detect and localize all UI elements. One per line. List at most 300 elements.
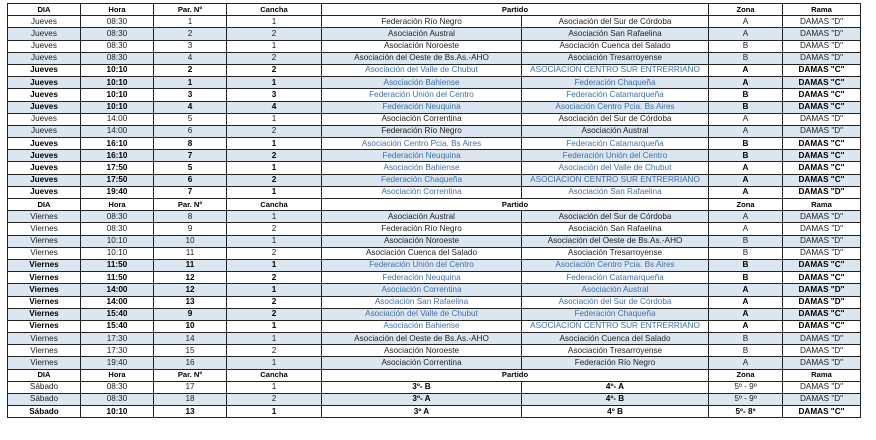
- cell-par: 9: [154, 223, 227, 235]
- cell-par: 2: [154, 28, 227, 40]
- cell-team-2: Asociación Centro Pcia. Bs Aires: [522, 101, 709, 113]
- cell-par: 6: [154, 174, 227, 186]
- cell-cancha: 1: [227, 235, 322, 247]
- cell-zona: A: [709, 113, 783, 125]
- cell-hora: 15:40: [81, 320, 154, 332]
- cell-zona: A: [709, 162, 783, 174]
- cell-par: 18: [154, 394, 227, 406]
- cell-team-2: ASOCIACION CENTRO SUR ENTRERRIANO: [522, 64, 709, 76]
- cell-zona: A: [709, 320, 783, 332]
- table-row: [8, 381, 861, 393]
- header-hora: Hora: [81, 199, 154, 211]
- table-row: [8, 345, 861, 357]
- table-row: [8, 406, 861, 418]
- cell-cancha: 1: [227, 320, 322, 332]
- cell-dia: Jueves: [8, 186, 81, 198]
- cell-hora: 08:30: [81, 28, 154, 40]
- table-row: [8, 101, 861, 113]
- cell-team-2: Asociación del Oeste de Bs.As.-AHO: [522, 235, 709, 247]
- cell-zona: A: [709, 186, 783, 198]
- table-row: [8, 150, 861, 162]
- table-row: [8, 357, 861, 369]
- cell-rama: DAMAS "D": [783, 284, 861, 296]
- cell-zona: B: [709, 89, 783, 101]
- cell-hora: 08:30: [81, 16, 154, 28]
- cell-rama: DAMAS "C": [783, 406, 861, 418]
- table-row: [8, 138, 861, 150]
- header-partido: Partido: [322, 369, 709, 381]
- cell-team-1: Asociación Austral: [322, 211, 522, 223]
- cell-zona: 5º- 8º: [709, 406, 783, 418]
- cell-cancha: 1: [227, 77, 322, 89]
- cell-rama: DAMAS "D": [783, 125, 861, 137]
- header-zona: Zona: [709, 4, 783, 16]
- cell-rama: DAMAS "D": [783, 186, 861, 198]
- cell-hora: 14:00: [81, 296, 154, 308]
- header-cancha: Cancha: [227, 4, 322, 16]
- cell-hora: 17:50: [81, 174, 154, 186]
- cell-zona: B: [709, 40, 783, 52]
- table-row: [8, 259, 861, 271]
- cell-team-1: Asociación del Oeste de Bs.As.-AHO: [322, 52, 522, 64]
- cell-par: 2: [154, 64, 227, 76]
- cell-cancha: 1: [227, 186, 322, 198]
- cell-zona: B: [709, 333, 783, 345]
- cell-zona: B: [709, 272, 783, 284]
- cell-dia: Sábado: [8, 394, 81, 406]
- cell-team-2: Asociación Austral: [522, 125, 709, 137]
- cell-team-2: Federación Chaqueña: [522, 308, 709, 320]
- cell-par: 7: [154, 186, 227, 198]
- header-partido: Partido: [322, 4, 709, 16]
- header-dia: DIA: [8, 369, 81, 381]
- cell-hora: 10:10: [81, 247, 154, 259]
- cell-team-1: Federación Río Negro: [322, 125, 522, 137]
- cell-hora: 10:10: [81, 101, 154, 113]
- cell-team-1: Asociación Bahiense: [322, 320, 522, 332]
- cell-rama: DAMAS "D": [783, 223, 861, 235]
- cell-par: 1: [154, 77, 227, 89]
- table-row: [8, 125, 861, 137]
- cell-dia: Sábado: [8, 406, 81, 418]
- cell-hora: 16:10: [81, 138, 154, 150]
- cell-rama: DAMAS "C": [783, 320, 861, 332]
- header-par: Par. Nº: [154, 369, 227, 381]
- header-rama: Rama: [783, 4, 861, 16]
- cell-zona: A: [709, 223, 783, 235]
- schedule-document: [7, 3, 867, 418]
- cell-zona: A: [709, 64, 783, 76]
- header-cancha: Cancha: [227, 199, 322, 211]
- cell-rama: DAMAS "C": [783, 64, 861, 76]
- cell-rama: DAMAS "D": [783, 28, 861, 40]
- cell-zona: A: [709, 357, 783, 369]
- table-row: [8, 320, 861, 332]
- cell-dia: Jueves: [8, 28, 81, 40]
- cell-dia: Jueves: [8, 162, 81, 174]
- cell-dia: Sábado: [8, 381, 81, 393]
- cell-team-2: Federación Río Negro: [522, 357, 709, 369]
- cell-rama: DAMAS "D": [783, 296, 861, 308]
- cell-dia: Jueves: [8, 174, 81, 186]
- cell-team-2: Federación Catamarqueña: [522, 138, 709, 150]
- cell-cancha: 1: [227, 138, 322, 150]
- cell-hora: 08:30: [81, 40, 154, 52]
- cell-cancha: 2: [227, 174, 322, 186]
- table-row: [8, 89, 861, 101]
- header-rama: Rama: [783, 369, 861, 381]
- cell-cancha: 2: [227, 296, 322, 308]
- cell-dia: Jueves: [8, 150, 81, 162]
- cell-cancha: 2: [227, 394, 322, 406]
- cell-team-1: 3º- A: [322, 394, 522, 406]
- cell-cancha: 2: [227, 150, 322, 162]
- cell-dia: Jueves: [8, 52, 81, 64]
- cell-par: 15: [154, 345, 227, 357]
- table-row: [8, 16, 861, 28]
- cell-hora: 08:30: [81, 211, 154, 223]
- cell-zona: 5º - 9º: [709, 394, 783, 406]
- table-row: [8, 64, 861, 76]
- cell-par: 17: [154, 381, 227, 393]
- cell-dia: Jueves: [8, 113, 81, 125]
- cell-team-1: Asociación del Valle de Chubut: [322, 64, 522, 76]
- table-row: [8, 272, 861, 284]
- cell-team-2: Asociación Tresarroyense: [522, 52, 709, 64]
- header-partido: Partido: [322, 199, 709, 211]
- cell-team-2: Asociación Centro Pcia. Bs Aires: [522, 259, 709, 271]
- table-row: [8, 40, 861, 52]
- cell-dia: Viernes: [8, 247, 81, 259]
- cell-cancha: 2: [227, 308, 322, 320]
- cell-rama: DAMAS "C": [783, 259, 861, 271]
- cell-dia: Jueves: [8, 101, 81, 113]
- header-hora: Hora: [81, 4, 154, 16]
- cell-rama: DAMAS "C": [783, 150, 861, 162]
- cell-team-1: Federación Chaqueña: [322, 174, 522, 186]
- cell-dia: Viernes: [8, 223, 81, 235]
- cell-rama: DAMAS "C": [783, 101, 861, 113]
- cell-team-1: Asociación Correntina: [322, 113, 522, 125]
- cell-cancha: 1: [227, 211, 322, 223]
- cell-team-1: Asociación del Oeste de Bs.As.-AHO: [322, 333, 522, 345]
- cell-team-2: Federación Catamarqueña: [522, 89, 709, 101]
- table-row: [8, 333, 861, 345]
- cell-team-2: Asociación San Rafaelina: [522, 223, 709, 235]
- cell-par: 3: [154, 40, 227, 52]
- cell-hora: 08:30: [81, 394, 154, 406]
- cell-team-2: Asociación San Rafaelina: [522, 186, 709, 198]
- cell-team-1: Asociación Bahiense: [322, 162, 522, 174]
- cell-team-1: Asociación Correntina: [322, 186, 522, 198]
- cell-cancha: 2: [227, 223, 322, 235]
- cell-team-1: Asociación Austral: [322, 28, 522, 40]
- cell-team-1: Asociación Cuenca del Salado: [322, 247, 522, 259]
- cell-zona: A: [709, 77, 783, 89]
- table-row: [8, 28, 861, 40]
- cell-zona: B: [709, 345, 783, 357]
- cell-hora: 11:50: [81, 272, 154, 284]
- cell-cancha: 2: [227, 345, 322, 357]
- cell-cancha: 1: [227, 357, 322, 369]
- header-zona: Zona: [709, 369, 783, 381]
- cell-zona: A: [709, 28, 783, 40]
- cell-hora: 10:10: [81, 77, 154, 89]
- table-row: [8, 247, 861, 259]
- cell-hora: 10:10: [81, 64, 154, 76]
- header-hora: Hora: [81, 369, 154, 381]
- cell-cancha: 2: [227, 125, 322, 137]
- cell-dia: Jueves: [8, 77, 81, 89]
- cell-zona: A: [709, 296, 783, 308]
- cell-hora: 10:10: [81, 235, 154, 247]
- table-row: [8, 296, 861, 308]
- cell-team-2: Federación Catamarqueña: [522, 272, 709, 284]
- cell-rama: DAMAS "D": [783, 16, 861, 28]
- cell-par: 4: [154, 52, 227, 64]
- cell-rama: DAMAS "D": [783, 52, 861, 64]
- cell-team-2: Federación Chaqueña: [522, 77, 709, 89]
- cell-team-2: Asociación del Sur de Córdoba: [522, 113, 709, 125]
- cell-rama: DAMAS "C": [783, 174, 861, 186]
- cell-dia: Viernes: [8, 320, 81, 332]
- cell-team-1: Federación Unión del Centro: [322, 259, 522, 271]
- cell-team-2: 4º- A: [522, 381, 709, 393]
- cell-cancha: 3: [227, 89, 322, 101]
- cell-team-2: 4º- B: [522, 394, 709, 406]
- cell-team-1: 3º- B: [322, 381, 522, 393]
- cell-cancha: 2: [227, 64, 322, 76]
- cell-par: 1: [154, 16, 227, 28]
- cell-zona: 5º - 9º: [709, 381, 783, 393]
- header-par: Par. Nº: [154, 199, 227, 211]
- table-row: [8, 223, 861, 235]
- cell-rama: DAMAS "C": [783, 272, 861, 284]
- cell-par: 3: [154, 89, 227, 101]
- cell-dia: Viernes: [8, 284, 81, 296]
- cell-team-1: Asociación Noroeste: [322, 235, 522, 247]
- cell-hora: 11:50: [81, 259, 154, 271]
- cell-rama: DAMAS "D": [783, 211, 861, 223]
- cell-par: 11: [154, 247, 227, 259]
- table-row: [8, 235, 861, 247]
- cell-zona: B: [709, 247, 783, 259]
- header-row: [8, 4, 861, 16]
- cell-par: 12: [154, 272, 227, 284]
- cell-hora: 08:30: [81, 52, 154, 64]
- cell-team-2: Asociación Cuenca del Salado: [522, 40, 709, 52]
- cell-rama: DAMAS "D": [783, 394, 861, 406]
- cell-rama: DAMAS "D": [783, 345, 861, 357]
- cell-dia: Viernes: [8, 296, 81, 308]
- cell-rama: DAMAS "D": [783, 381, 861, 393]
- cell-team-1: Asociación Noroeste: [322, 345, 522, 357]
- cell-team-2: ASOCIACION CENTRO SUR ENTRERRIANO: [522, 320, 709, 332]
- cell-par: 5: [154, 162, 227, 174]
- cell-dia: Viernes: [8, 259, 81, 271]
- cell-cancha: 1: [227, 381, 322, 393]
- cell-team-1: Asociación Bahiense: [322, 77, 522, 89]
- cell-zona: B: [709, 52, 783, 64]
- cell-team-2: Asociación Cuenca del Salado: [522, 333, 709, 345]
- table-row: [8, 211, 861, 223]
- cell-cancha: 1: [227, 333, 322, 345]
- cell-par: 9: [154, 308, 227, 320]
- header-row: [8, 369, 861, 381]
- cell-dia: Viernes: [8, 357, 81, 369]
- table-row: [8, 162, 861, 174]
- table-row: [8, 284, 861, 296]
- cell-hora: 15:40: [81, 308, 154, 320]
- cell-cancha: 1: [227, 284, 322, 296]
- cell-hora: 14:00: [81, 125, 154, 137]
- cell-par: 13: [154, 406, 227, 418]
- cell-team-2: Asociación del Sur de Córdoba: [522, 211, 709, 223]
- cell-team-2: Asociación del Sur de Córdoba: [522, 296, 709, 308]
- cell-dia: Jueves: [8, 125, 81, 137]
- header-zona: Zona: [709, 199, 783, 211]
- cell-team-2: Asociación San Rafaelina: [522, 28, 709, 40]
- cell-team-2: Asociación del Valle de Chubut: [522, 162, 709, 174]
- cell-par: 8: [154, 138, 227, 150]
- cell-hora: 08:30: [81, 381, 154, 393]
- cell-dia: Viernes: [8, 345, 81, 357]
- cell-team-2: Asociación Tresarroyense: [522, 345, 709, 357]
- cell-cancha: 1: [227, 40, 322, 52]
- cell-hora: 19:40: [81, 357, 154, 369]
- cell-rama: DAMAS "C": [783, 308, 861, 320]
- cell-rama: DAMAS "D": [783, 113, 861, 125]
- cell-team-1: Asociación San Rafaelina: [322, 296, 522, 308]
- cell-dia: Viernes: [8, 333, 81, 345]
- cell-dia: Viernes: [8, 308, 81, 320]
- cell-hora: 10:10: [81, 89, 154, 101]
- table-row: [8, 308, 861, 320]
- cell-team-1: Federación Neuquina: [322, 101, 522, 113]
- cell-rama: DAMAS "D": [783, 247, 861, 259]
- cell-par: 5: [154, 113, 227, 125]
- header-dia: DIA: [8, 4, 81, 16]
- cell-par: 12: [154, 284, 227, 296]
- cell-hora: 17:30: [81, 345, 154, 357]
- cell-cancha: 1: [227, 113, 322, 125]
- cell-zona: B: [709, 235, 783, 247]
- cell-team-1: 3º A: [322, 406, 522, 418]
- cell-zona: A: [709, 211, 783, 223]
- cell-team-1: Asociación Centro Pcia. Bs Aires: [322, 138, 522, 150]
- cell-par: 11: [154, 259, 227, 271]
- table-row: [8, 52, 861, 64]
- cell-rama: DAMAS "C": [783, 89, 861, 101]
- cell-team-1: Federación Unión del Centro: [322, 89, 522, 101]
- cell-dia: Jueves: [8, 89, 81, 101]
- cell-team-2: Asociación Tresarroyense: [522, 247, 709, 259]
- cell-team-1: Federación Río Negro: [322, 223, 522, 235]
- cell-rama: DAMAS "C": [783, 162, 861, 174]
- cell-team-2: ASOCIACION CENTRO SUR ENTRERRIANO: [522, 174, 709, 186]
- table-row: [8, 186, 861, 198]
- cell-dia: Viernes: [8, 272, 81, 284]
- cell-zona: B: [709, 138, 783, 150]
- cell-team-2: 4º B: [522, 406, 709, 418]
- cell-zona: B: [709, 101, 783, 113]
- cell-zona: A: [709, 174, 783, 186]
- cell-team-1: Asociación del Valle de Chubut: [322, 308, 522, 320]
- header-row: [8, 199, 861, 211]
- cell-rama: DAMAS "C": [783, 77, 861, 89]
- cell-rama: DAMAS "D": [783, 235, 861, 247]
- cell-par: 4: [154, 101, 227, 113]
- cell-dia: Jueves: [8, 40, 81, 52]
- cell-hora: 17:50: [81, 162, 154, 174]
- header-par: Par. Nº: [154, 4, 227, 16]
- cell-team-2: Federación Unión del Centro: [522, 150, 709, 162]
- cell-hora: 14:00: [81, 284, 154, 296]
- header-rama: Rama: [783, 199, 861, 211]
- table-row: [8, 174, 861, 186]
- cell-par: 16: [154, 357, 227, 369]
- table-row: [8, 77, 861, 89]
- cell-par: 10: [154, 235, 227, 247]
- cell-dia: Viernes: [8, 235, 81, 247]
- cell-team-2: Asociación Austral: [522, 284, 709, 296]
- cell-team-1: Federación Río Negro: [322, 16, 522, 28]
- cell-cancha: 2: [227, 52, 322, 64]
- cell-dia: Jueves: [8, 138, 81, 150]
- cell-zona: B: [709, 259, 783, 271]
- cell-team-1: Asociación Noroeste: [322, 40, 522, 52]
- cell-cancha: 2: [227, 272, 322, 284]
- cell-cancha: 4: [227, 101, 322, 113]
- cell-dia: Jueves: [8, 64, 81, 76]
- cell-rama: DAMAS "C": [783, 138, 861, 150]
- table-row: [8, 113, 861, 125]
- header-cancha: Cancha: [227, 369, 322, 381]
- cell-zona: A: [709, 125, 783, 137]
- cell-hora: 08:30: [81, 223, 154, 235]
- cell-hora: 16:10: [81, 150, 154, 162]
- cell-dia: Viernes: [8, 211, 81, 223]
- cell-rama: DAMAS "D": [783, 357, 861, 369]
- cell-hora: 10:10: [81, 406, 154, 418]
- cell-team-1: Asociación Correntina: [322, 357, 522, 369]
- header-dia: DIA: [8, 199, 81, 211]
- cell-par: 14: [154, 333, 227, 345]
- cell-cancha: 1: [227, 259, 322, 271]
- cell-cancha: 1: [227, 406, 322, 418]
- cell-cancha: 1: [227, 16, 322, 28]
- cell-team-1: Asociación Correntina: [322, 284, 522, 296]
- cell-par: 13: [154, 296, 227, 308]
- cell-par: 6: [154, 125, 227, 137]
- cell-zona: B: [709, 150, 783, 162]
- cell-rama: DAMAS "D": [783, 40, 861, 52]
- cell-rama: DAMAS "D": [783, 333, 861, 345]
- cell-par: 8: [154, 211, 227, 223]
- table-row: [8, 394, 861, 406]
- cell-cancha: 1: [227, 162, 322, 174]
- cell-zona: A: [709, 16, 783, 28]
- cell-dia: Jueves: [8, 16, 81, 28]
- cell-cancha: 2: [227, 28, 322, 40]
- cell-team-1: Federación Neuquina: [322, 272, 522, 284]
- cell-hora: 17:30: [81, 333, 154, 345]
- cell-zona: A: [709, 284, 783, 296]
- cell-zona: A: [709, 308, 783, 320]
- cell-team-1: Federación Neuquina: [322, 150, 522, 162]
- cell-par: 7: [154, 150, 227, 162]
- cell-team-2: Asociación del Sur de Córdoba: [522, 16, 709, 28]
